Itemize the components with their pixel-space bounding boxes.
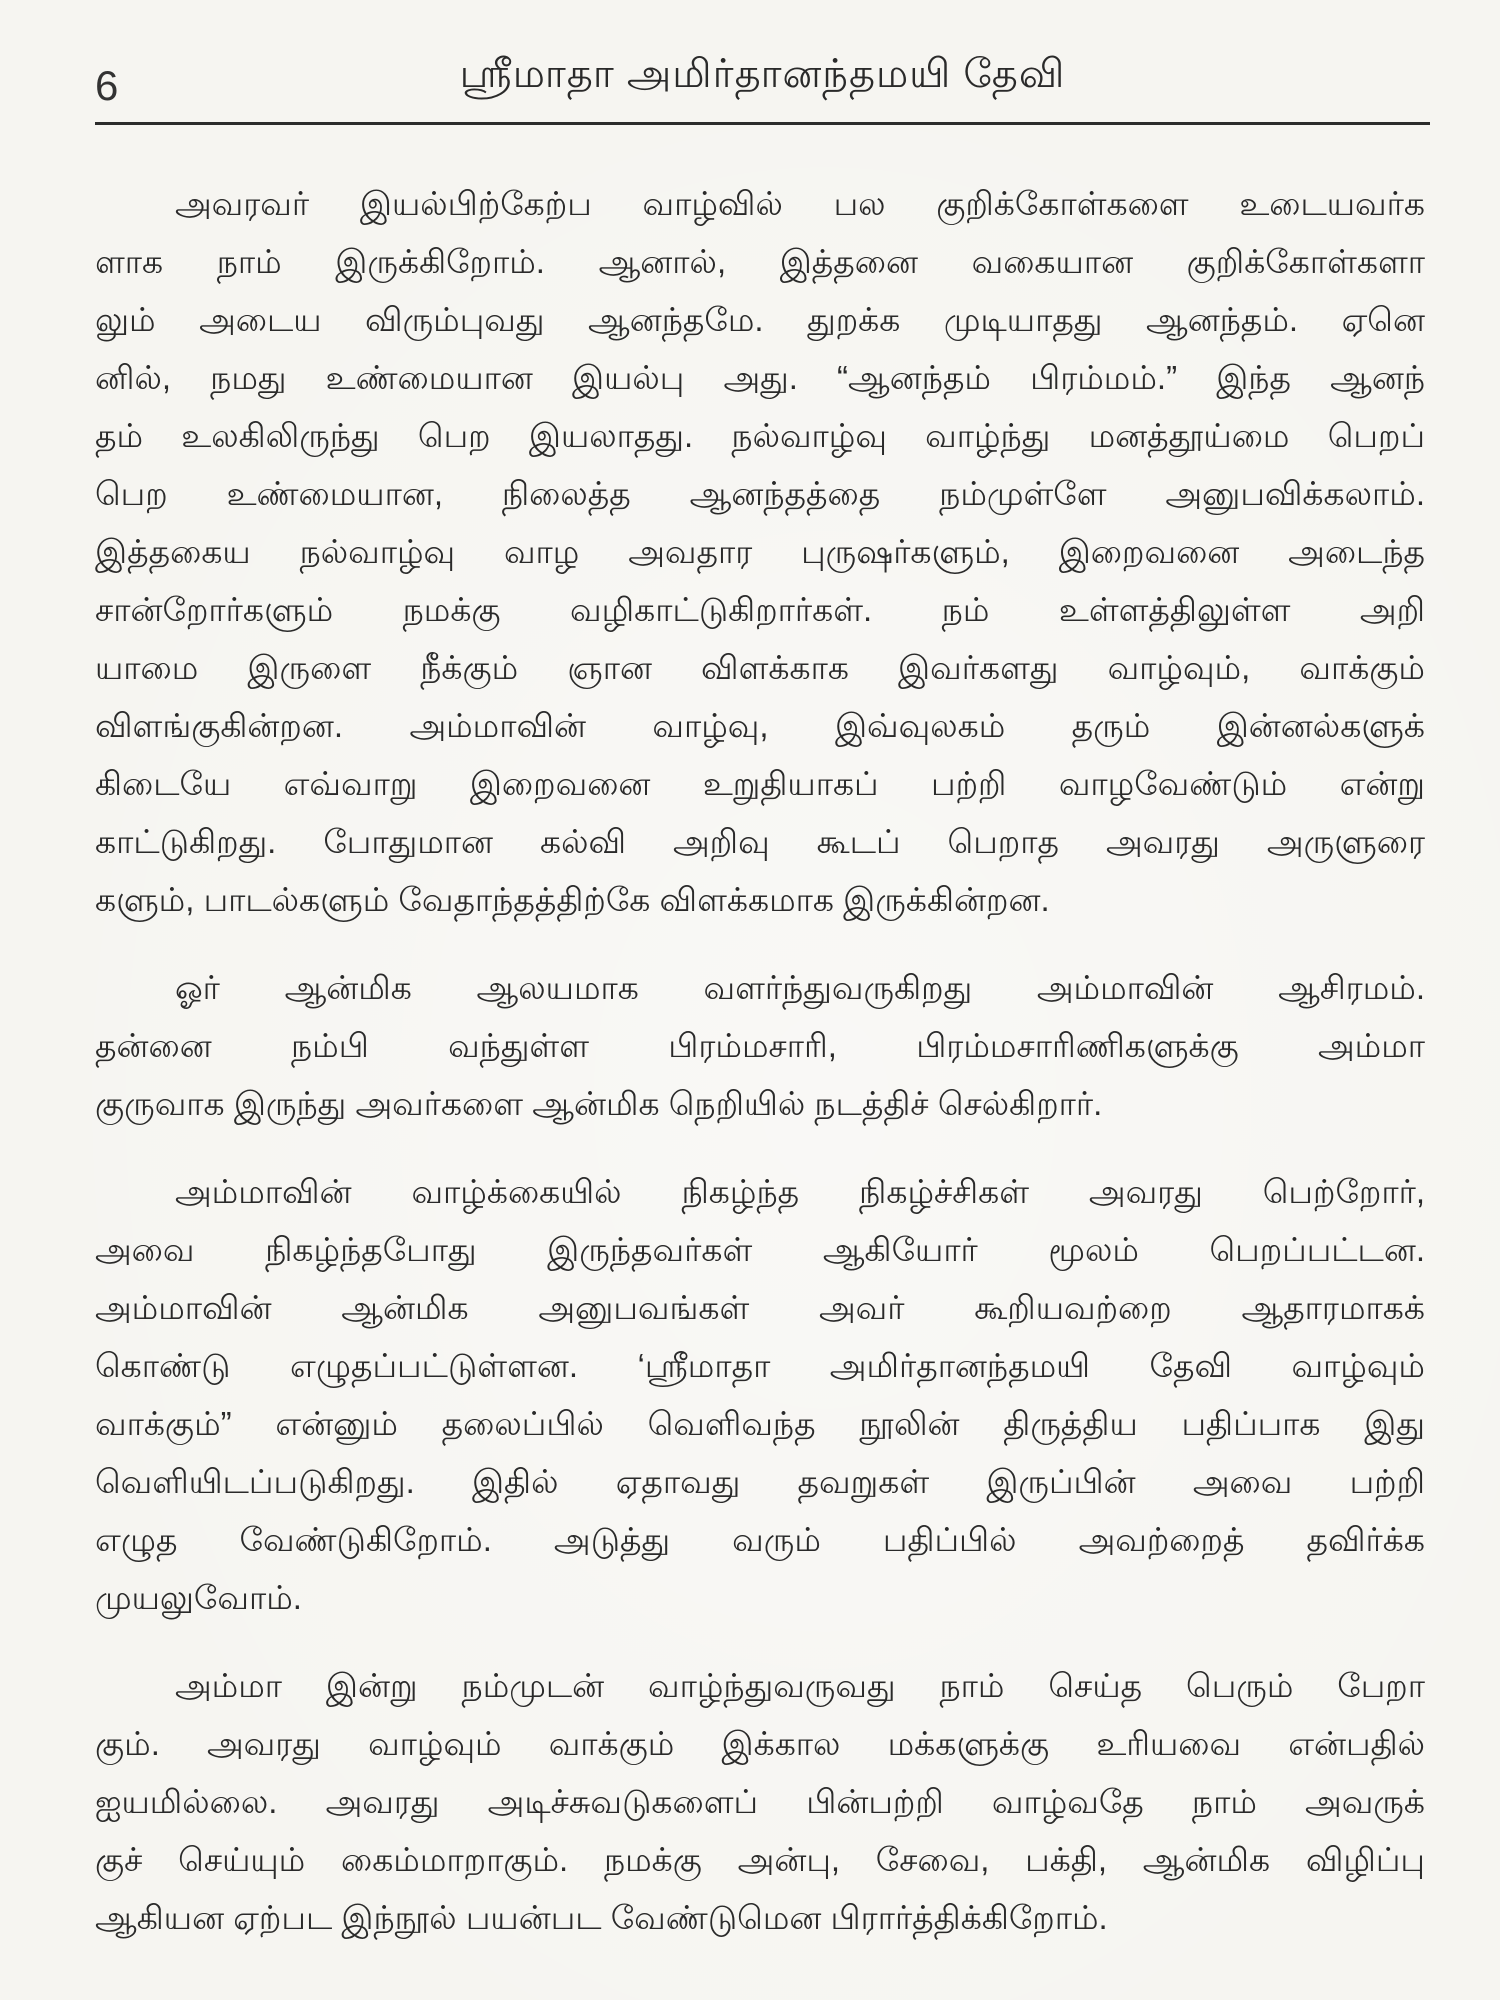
text-line: கொண்டு எழுதப்பட்டுள்ளன. ‘ஸ்ரீமாதா அமிர்தானந்தமயி தேவி வாழ்வும் xyxy=(95,1347,1425,1384)
text-line: அவை நிகழ்ந்தபோது இருந்தவர்கள் ஆகியோர் மூலம் பெறப்பட்டன. xyxy=(95,1231,1425,1268)
text-line: தம் உலகிலிருந்து பெற இயலாதது. நல்வாழ்வு வாழ்ந்து மனத்தூய்மை பெறப் xyxy=(95,417,1425,454)
text-line: அம்மாவின் ஆன்மிக அனுபவங்கள் அவர் கூறியவற்றை ஆதாரமாகக் xyxy=(95,1289,1425,1326)
text-line: குருவாக இருந்து அவர்களை ஆன்மிக நெறியில் நடத்திச் செல்கிறார். xyxy=(95,1085,1103,1122)
text-line: அம்மாவின் வாழ்க்கையில் நிகழ்ந்த நிகழ்ச்சிகள் அவரது பெற்றோர், xyxy=(175,1173,1425,1210)
text-line: இத்தகைய நல்வாழ்வு வாழ அவதார புருஷர்களும், இறைவனை அடைந்த xyxy=(95,533,1425,570)
text-line: ஐயமில்லை. அவரது அடிச்சுவடுகளைப் பின்பற்றி வாழ்வதே நாம் அவருக் xyxy=(95,1783,1425,1820)
page-body xyxy=(95,175,1430,1947)
text-line: வாக்கும்” என்னும் தலைப்பில் வெளிவந்த நூலின் திருத்திய பதிப்பாக இது xyxy=(95,1405,1425,1442)
text-line: விளங்குகின்றன. அம்மாவின் வாழ்வு, இவ்வுலகம் தரும் இன்னல்களுக் xyxy=(95,707,1425,744)
text-line: தன்னை நம்பி வந்துள்ள பிரம்மசாரி, பிரம்மசாரிணிகளுக்கு அம்மா xyxy=(95,1027,1425,1064)
running-title: ஸ்ரீமாதா அமிர்தானந்தமயி தேவி xyxy=(459,52,1066,96)
page-header xyxy=(95,52,1430,125)
text-line: லும் அடைய விரும்புவது ஆனந்தமே. துறக்க முடியாதது ஆனந்தம். ஏனெ xyxy=(95,301,1425,338)
text-line: முயலுவோம். xyxy=(95,1579,302,1616)
text-line: கிடையே எவ்வாறு இறைவனை உறுதியாகப் பற்றி வாழவேண்டும் என்று xyxy=(95,765,1425,802)
text-line: வெளியிடப்படுகிறது. இதில் ஏதாவது தவறுகள் இருப்பின் அவை பற்றி xyxy=(95,1463,1425,1500)
text-line: ளாக நாம் இருக்கிறோம். ஆனால், இத்தனை வகையான குறிக்கோள்களா xyxy=(95,243,1425,280)
text-line: யாமை இருளை நீக்கும் ஞான விளக்காக இவர்களது வாழ்வும், வாக்கும் xyxy=(95,649,1425,686)
text-line: கும். அவரது வாழ்வும் வாக்கும் இக்கால மக்களுக்கு உரியவை என்பதில் xyxy=(95,1725,1425,1762)
paragraph xyxy=(95,1163,1430,1627)
paragraph xyxy=(95,959,1430,1133)
text-line: அம்மா இன்று நம்முடன் வாழ்ந்துவருவது நாம் செய்த பெரும் பேறா xyxy=(175,1667,1425,1704)
text-line: சான்றோர்களும் நமக்கு வழிகாட்டுகிறார்கள். நம் உள்ளத்திலுள்ள அறி xyxy=(95,591,1425,628)
text-line: ஆகியன ஏற்பட இந்நூல் பயன்பட வேண்டுமென பிரார்த்திக்கிறோம். xyxy=(95,1899,1108,1936)
text-line: காட்டுகிறது. போதுமான கல்வி அறிவு கூடப் பெறாத அவரது அருளுரை xyxy=(95,823,1425,860)
text-line: பெற உண்மையான, நிலைத்த ஆனந்தத்தை நம்முள்ளே அனுபவிக்கலாம். xyxy=(95,475,1425,512)
text-line: எழுத வேண்டுகிறோம். அடுத்து வரும் பதிப்பில் அவற்றைத் தவிர்க்க xyxy=(95,1521,1425,1558)
paragraph xyxy=(95,175,1430,929)
text-line: களும், பாடல்களும் வேதாந்தத்திற்கே விளக்கமாக இருக்கின்றன. xyxy=(95,881,1050,918)
text-line: ஓர் ஆன்மிக ஆலயமாக வளர்ந்துவருகிறது அம்மாவின் ஆசிரமம். xyxy=(175,969,1425,1006)
text-line: குச் செய்யும் கைம்மாறாகும். நமக்கு அன்பு, சேவை, பக்தி, ஆன்மிக விழிப்பு xyxy=(95,1841,1425,1878)
paragraph xyxy=(95,1657,1430,1947)
text-line: அவரவர் இயல்பிற்கேற்ப வாழ்வில் பல குறிக்கோள்களை உடையவர்க xyxy=(175,185,1425,222)
text-line: னில், நமது உண்மையான இயல்பு அது. “ஆனந்தம் பிரம்மம்.” இந்த ஆனந் xyxy=(95,359,1425,396)
page-number: 6 xyxy=(95,62,119,109)
